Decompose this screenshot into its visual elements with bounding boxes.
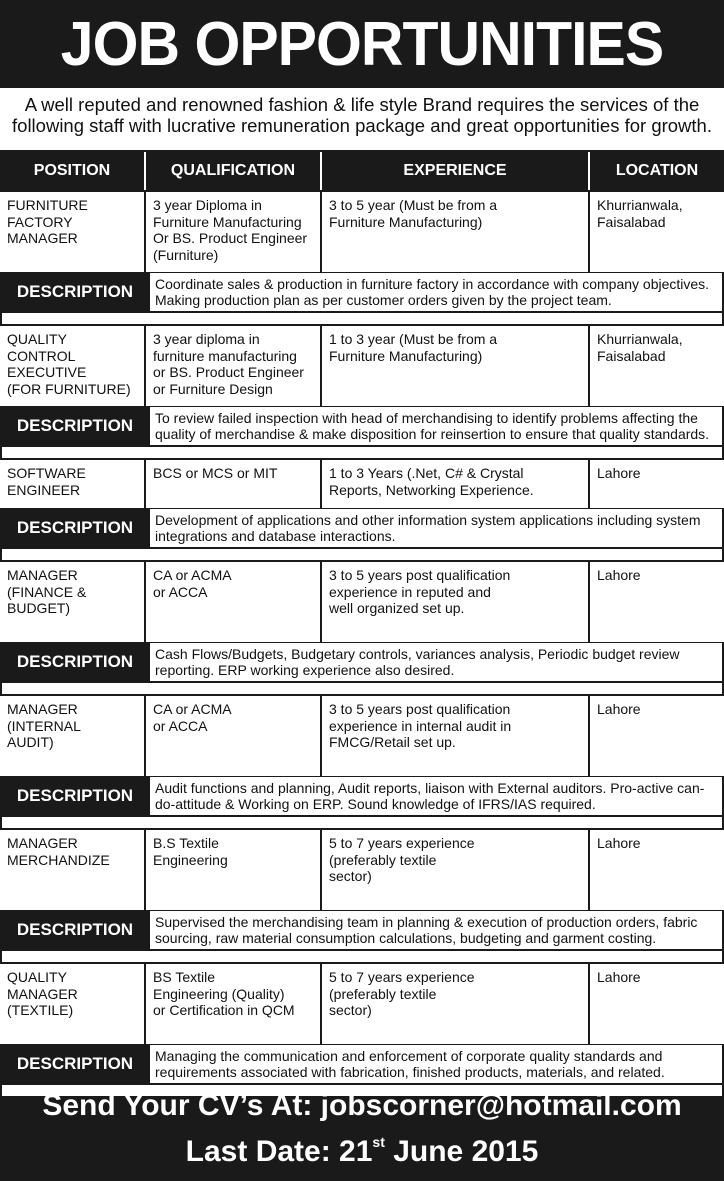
qualification-cell: BCS or MCS or MIT <box>146 460 322 508</box>
experience-cell: 5 to 7 years experience (preferably textile sector) <box>322 830 590 910</box>
experience-cell: 3 to 5 years post qualification experience in internal audit in FMCG/Retail set up. <box>322 696 590 776</box>
description-label: DESCRIPTION <box>16 518 134 537</box>
location-cell: Khurrianwala, Faisalabad <box>590 192 724 272</box>
table-header <box>0 152 724 190</box>
footer <box>0 1088 724 1170</box>
location-cell: Khurrianwala, Faisalabad <box>590 326 724 406</box>
description-row <box>0 911 724 949</box>
header-location: LOCATION <box>615 162 699 179</box>
description-label: DESCRIPTION <box>16 282 134 301</box>
description-row <box>0 273 724 311</box>
table-row <box>0 830 724 910</box>
table-row <box>0 964 724 1044</box>
description-text: Coordinate sales & production in furniture factory in accordance with company objectives. Making production plan as per customer orders given by the project team. <box>150 273 722 311</box>
row-divider <box>2 549 722 560</box>
experience-cell: 1 to 3 year (Must be from a Furniture Manufacturing) <box>322 326 590 406</box>
experience-cell: 3 to 5 year (Must be from a Furniture Manufacturing) <box>322 192 590 272</box>
last-date <box>0 1124 724 1170</box>
row-divider <box>2 447 722 458</box>
qualification-cell: 3 year diploma in furniture manufacturing or BS. Product Engineer or Furniture Design <box>146 326 322 406</box>
description-text: Development of applications and other information system applications including system integrations and database interactions. <box>150 509 722 547</box>
description-text: To review failed inspection with head of merchandising to identify problems affecting the quality of merchandise & make disposition for reinsertion to ensure that quality standards. <box>150 407 722 445</box>
row-divider <box>2 817 722 828</box>
location-cell: Lahore <box>590 964 724 1044</box>
qualification-cell: CA or ACMA or ACCA <box>146 562 322 642</box>
experience-cell: 3 to 5 years post qualification experience in reputed and well organized set up. <box>322 562 590 642</box>
location-cell: Lahore <box>590 562 724 642</box>
description-label: DESCRIPTION <box>16 920 134 939</box>
position-cell: QUALITY CONTROL EXECUTIVE (FOR FURNITURE) <box>0 326 146 406</box>
row-divider <box>2 683 722 694</box>
location-cell: Lahore <box>590 830 724 910</box>
experience-cell: 1 to 3 Years (.Net, C# & Crystal Reports, Networking Experience. <box>322 460 590 508</box>
description-text: Audit functions and planning, Audit reports, liaison with External auditors. Pro-active can-do-attitude & Working on ERP. Sound knowledge of IFRS/IAS required. <box>150 777 722 815</box>
description-label: DESCRIPTION <box>16 652 134 671</box>
location-cell: Lahore <box>590 696 724 776</box>
position-cell: SOFTWARE ENGINEER <box>0 460 146 508</box>
position-cell: QUALITY MANAGER (TEXTILE) <box>0 964 146 1044</box>
description-label: DESCRIPTION <box>16 1054 134 1073</box>
description-row <box>0 407 724 445</box>
description-text: Cash Flows/Budgets, Budgetary controls, variances analysis, Periodic budget review reporting. ERP working experience also desired. <box>150 643 722 681</box>
table-row <box>0 192 724 272</box>
position-cell: FURNITURE FACTORY MANAGER <box>0 192 146 272</box>
description-label: DESCRIPTION <box>16 786 134 805</box>
qualification-cell: 3 year Diploma in Furniture Manufacturing Or BS. Product Engineer (Furniture) <box>146 192 322 272</box>
date-prefix: Last Date: 21 <box>185 1135 373 1168</box>
description-text: Managing the communication and enforcement of corporate quality standards and requirements associated with fabrication, finished products, materials, and related. <box>150 1045 722 1083</box>
position-cell: MANAGER (FINANCE & BUDGET) <box>0 562 146 642</box>
intro-text: A well reputed and renowned fashion & life style Brand requires the services of the following staff with lucrative remuneration package and great opportunities for growth. <box>0 88 724 150</box>
description-row <box>0 1045 724 1083</box>
description-row <box>0 777 724 815</box>
header-experience: EXPERIENCE <box>322 152 590 190</box>
description-text: Supervised the merchandising team in planning & execution of production orders, fabric sourcing, raw material consumption calculations, budgeting and garment costing. <box>150 911 722 949</box>
date-sup: st <box>372 1134 385 1150</box>
date-suffix: June 2015 <box>384 1135 539 1168</box>
description-label: DESCRIPTION <box>16 416 134 435</box>
row-divider <box>2 951 722 962</box>
table-row <box>0 696 724 776</box>
qualification-cell: CA or ACMA or ACCA <box>146 696 322 776</box>
description-row <box>0 643 724 681</box>
header-position: POSITION <box>0 152 146 190</box>
location-cell: Lahore <box>590 460 724 508</box>
table-row <box>0 460 724 508</box>
table-row <box>0 562 724 642</box>
cv-email-line: Send Your CV’s At: jobscorner@hotmail.com <box>42 1089 682 1122</box>
description-row <box>0 509 724 547</box>
header-qualification: QUALIFICATION <box>146 152 322 190</box>
qualification-cell: BS Textile Engineering (Quality) or Certification in QCM <box>146 964 322 1044</box>
position-cell: MANAGER (INTERNAL AUDIT) <box>0 696 146 776</box>
row-divider <box>2 313 722 324</box>
position-cell: MANAGER MERCHANDIZE <box>0 830 146 910</box>
qualification-cell: B.S Textile Engineering <box>146 830 322 910</box>
experience-cell: 5 to 7 years experience (preferably textile sector) <box>322 964 590 1044</box>
jobs-table <box>0 152 724 1096</box>
page-title: JOB OPPORTUNITIES <box>60 9 664 79</box>
table-row <box>0 326 724 406</box>
